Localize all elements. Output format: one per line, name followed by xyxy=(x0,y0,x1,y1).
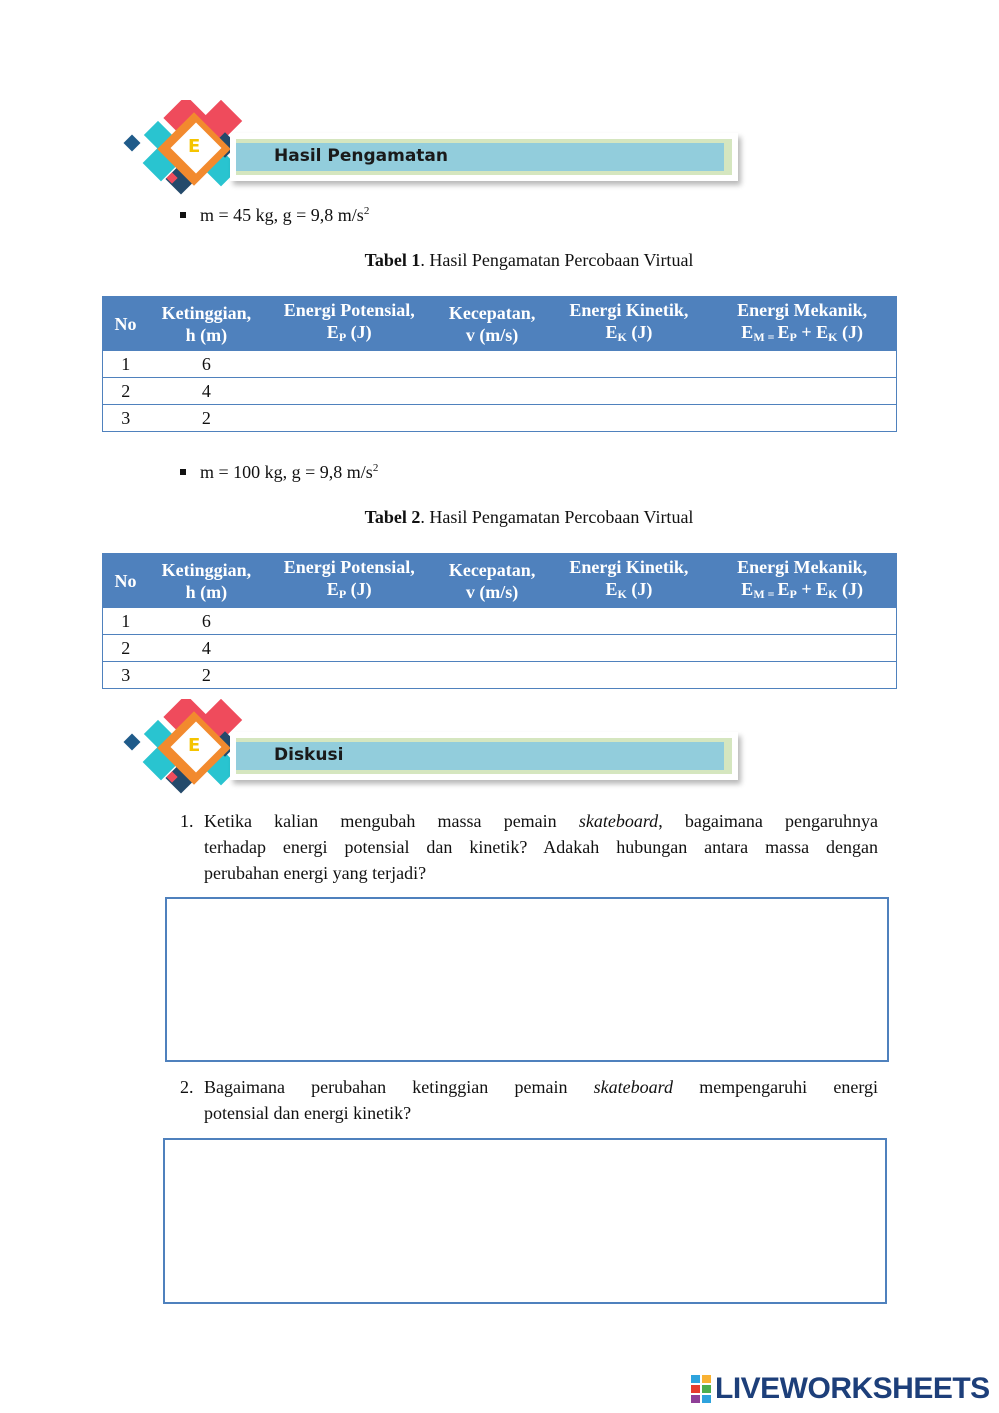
answer-input-1[interactable] xyxy=(167,899,887,1060)
brand-text: LIVEWORKSHEETS xyxy=(715,1372,990,1405)
answer-cell[interactable] xyxy=(264,378,434,405)
col-kinetic-energy: Energi Kinetik, $E_K$ (J) xyxy=(550,554,708,608)
answer-cell[interactable] xyxy=(434,378,550,405)
answer-cell[interactable] xyxy=(434,351,550,378)
answer-cell[interactable] xyxy=(264,608,434,635)
bullet-mass-45: m = 45 kg, g = 9,8 $m/s^2$ xyxy=(180,205,369,226)
section-badge: E xyxy=(188,735,201,756)
table-row: 2 4 xyxy=(103,378,897,405)
table-row: 3 2 xyxy=(103,405,897,432)
section-title: Diskusi xyxy=(274,745,344,765)
table2-caption: Tabel 2. Hasil Pengamatan Percobaan Virtual xyxy=(364,507,694,527)
section-header-diskusi xyxy=(118,699,628,799)
bullet-mass-100: m = 100 kg, g = 9,8 $m/s^2$ xyxy=(180,462,378,483)
answer-cell[interactable] xyxy=(434,635,550,662)
col-kinetic-energy: Energi Kinetik, $E_K$ (J) xyxy=(550,297,708,351)
section-header-hasil-pengamatan xyxy=(118,100,628,200)
liveworksheets-logo xyxy=(690,1372,990,1406)
answer-cell[interactable] xyxy=(708,635,897,662)
question-2: 2. Bagaimana perubahan ketinggian pemain skateboard mempengaruhi energi potensial dan energi kinetik? xyxy=(180,1077,878,1123)
answer-cell[interactable] xyxy=(708,405,897,432)
col-potential-energy: Energi Potensial, $E_P$ (J) xyxy=(264,554,434,608)
answer-cell[interactable] xyxy=(708,378,897,405)
table1-caption: Tabel 1. Hasil Pengamatan Percobaan Virtual xyxy=(364,250,694,270)
bullet-square-icon xyxy=(180,212,186,218)
answer-cell[interactable] xyxy=(708,662,897,689)
answer-cell[interactable] xyxy=(264,405,434,432)
answer-cell[interactable] xyxy=(434,608,550,635)
col-no: No xyxy=(103,554,149,608)
answer-cell[interactable] xyxy=(550,635,708,662)
col-height: Ketinggian, h (m) xyxy=(148,297,264,351)
observation-table-2 xyxy=(102,553,897,689)
section-badge: E xyxy=(188,136,201,157)
answer-box-1[interactable] xyxy=(165,897,889,1062)
answer-cell[interactable] xyxy=(550,405,708,432)
answer-cell[interactable] xyxy=(708,608,897,635)
col-potential-energy: Energi Potensial, $E_P$ (J) xyxy=(264,297,434,351)
table-row: 1 6 xyxy=(103,351,897,378)
answer-cell[interactable] xyxy=(264,662,434,689)
table-header-row xyxy=(103,554,897,608)
bullet-square-icon xyxy=(180,469,186,475)
col-height: Ketinggian, h (m) xyxy=(148,554,264,608)
answer-cell[interactable] xyxy=(550,608,708,635)
table-header-row xyxy=(103,297,897,351)
table-row: 3 2 xyxy=(103,662,897,689)
answer-cell[interactable] xyxy=(550,378,708,405)
section-title: Hasil Pengamatan xyxy=(274,146,449,166)
answer-cell[interactable] xyxy=(550,662,708,689)
observation-table-1 xyxy=(102,296,897,432)
answer-cell[interactable] xyxy=(434,405,550,432)
answer-cell[interactable] xyxy=(708,351,897,378)
answer-cell[interactable] xyxy=(550,351,708,378)
question-1: 1. Ketika kalian mengubah massa pemain skateboard, bagaimana pengaruhnya terhadap energi potensial dan kinetik? Adakah hubungan antara massa dengan perubahan energi yang terjadi? xyxy=(180,811,878,883)
answer-input-2[interactable] xyxy=(165,1140,885,1302)
lwk-logo-icon xyxy=(690,1374,712,1404)
col-no: No xyxy=(103,297,149,351)
col-velocity: Kecepatan, v (m/s) xyxy=(434,554,550,608)
answer-cell[interactable] xyxy=(264,635,434,662)
table-row: 2 4 xyxy=(103,635,897,662)
col-mechanical-energy: Energi Mekanik, $E_{M =}$ $E_P + E_K$ (J) xyxy=(708,297,897,351)
col-mechanical-energy: Energi Mekanik, $E_{M =}$ $E_P + E_K$ (J) xyxy=(708,554,897,608)
answer-box-2[interactable] xyxy=(163,1138,887,1304)
answer-cell[interactable] xyxy=(264,351,434,378)
col-velocity: Kecepatan, v (m/s) xyxy=(434,297,550,351)
table-row: 1 6 xyxy=(103,608,897,635)
answer-cell[interactable] xyxy=(434,662,550,689)
